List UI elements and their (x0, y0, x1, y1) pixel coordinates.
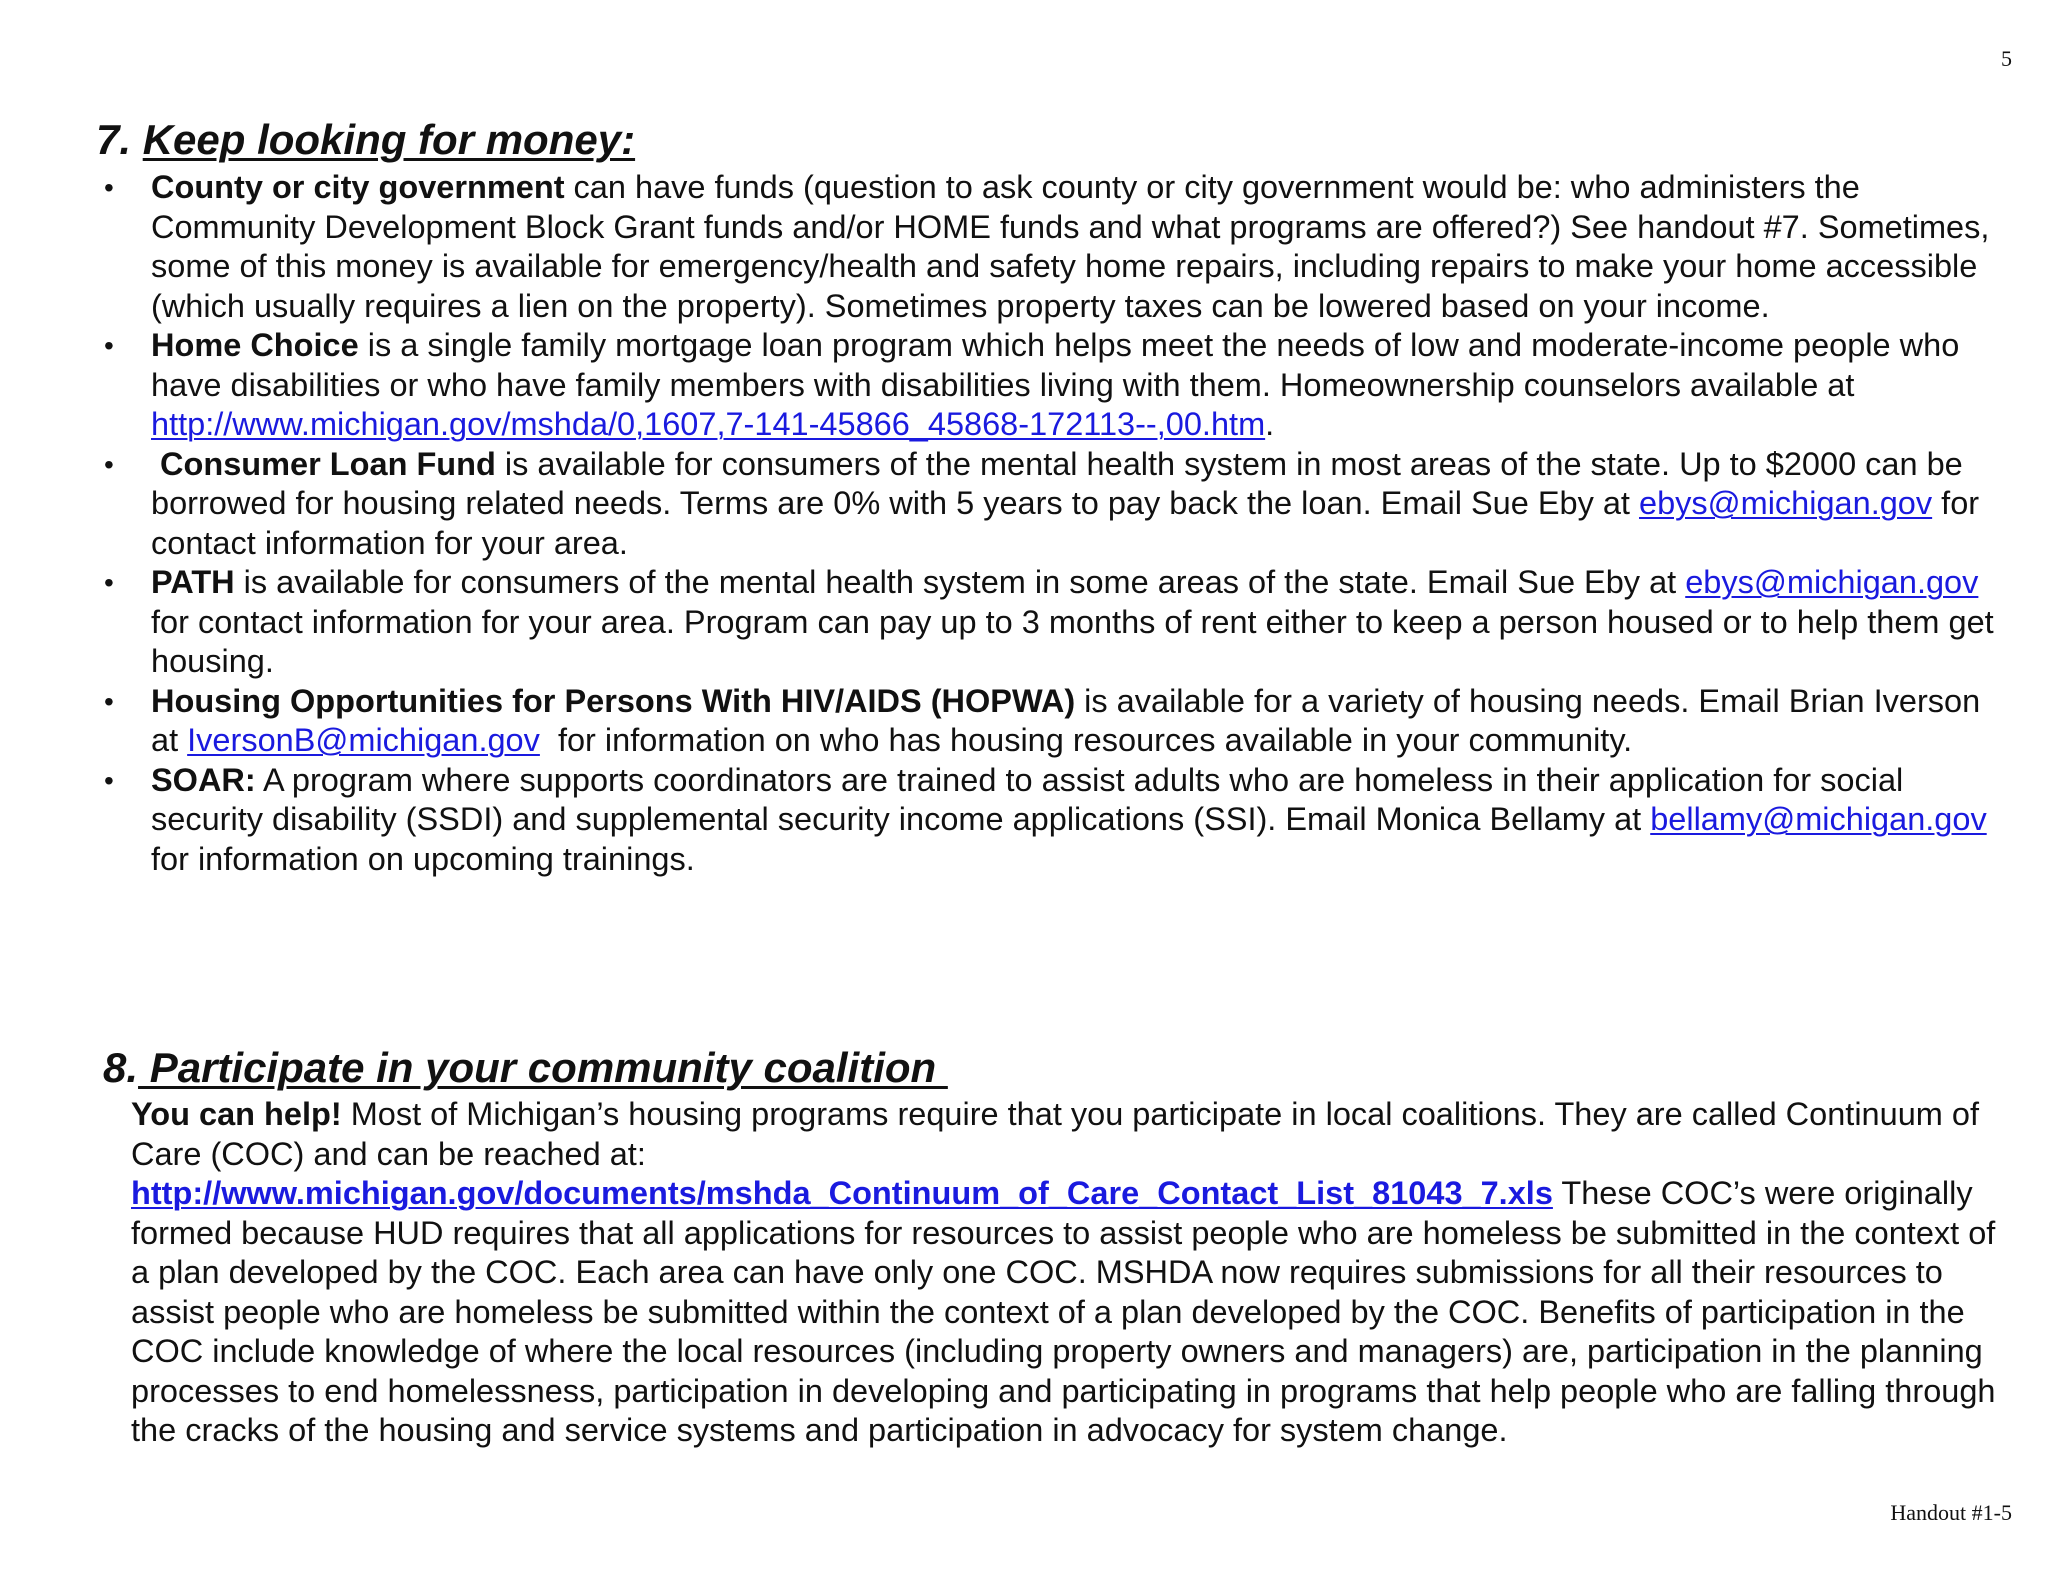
section-7-title: Keep looking for money: (142, 116, 636, 163)
item-lead-space (151, 446, 160, 482)
item-title: Consumer Loan Fund (160, 445, 496, 482)
item-text-after: for contact information for your area. (151, 485, 1980, 561)
bullet-icon: • (104, 685, 114, 717)
item-text-after: for information on who has housing resources available in your community. (539, 722, 1633, 758)
section-8-title: Participate in your community coalition (138, 1044, 948, 1091)
list-item-soar (100, 761, 2010, 880)
item-title: PATH (151, 564, 235, 600)
item-text: is a single family mortgage loan program which helps meet the needs of low and moderate-income people who have disabilities or who have family members with disabilities living with them. Homeownership counselors available at (151, 327, 1969, 403)
email-link-ebys[interactable]: ebys@michigan.gov (1685, 564, 1979, 600)
email-link-iverson[interactable]: IversonB@michigan.gov (187, 722, 540, 758)
bullet-icon: • (104, 764, 114, 796)
page-number: 5 (2001, 46, 2012, 71)
bullet-icon: • (104, 330, 114, 361)
item-title: Housing Opportunities for Persons With HIV/AIDS (HOPWA) (151, 682, 1076, 719)
section-7-heading (96, 117, 635, 163)
paragraph-text: These COC’s were originally formed because HUD requires that all applications for resources to assist people who are homeless be submitted in the context of a plan developed by the COC. Each area can have only one COC. MSHDA now requires submissions for all their resources to assist people who are homeless be submitted within the context of a plan developed by the COC. Benefits of participation in the COC include knowledge of where the local resources (including property owners and managers) are, participation in the planning processes to end homelessness, participation in developing and participating in programs that help people who are falling through the cracks of the housing and service systems and participation in advocacy for system change. (131, 1175, 1996, 1448)
item-title: SOAR: (151, 761, 256, 798)
item-text: is available for consumers of the mental health system in most areas of the state. Up to $2000 can be borrowed for housing related needs. Terms are 0% with 5 years to pay back the loan. Email Sue Eby at (151, 445, 1963, 521)
list-item-home-choice (100, 326, 2010, 445)
item-text: can have funds (question to ask county or city government would be: who administers the Community Development Block Grant funds and/or HOME funds and what programs are offered?) See handout #7. Sometimes, some of this money is available for emergency/health and safety home repairs, including repairs to make your home accessible (which usually requires a lien on the property). Sometimes property taxes can be lowered based on your income. (151, 169, 1990, 324)
item-title: County or city government (151, 169, 565, 205)
bullet-icon: • (104, 567, 114, 598)
section-8-number: 8. (103, 1044, 139, 1091)
home-choice-link[interactable]: http://www.michigan.gov/mshda/0,1607,7-141-45866_45868-172113--,00.htm (151, 406, 1266, 442)
list-item-consumer-loan-fund (100, 445, 2010, 564)
handout-footer: Handout #1-5 (1890, 1500, 2012, 1525)
email-link-ebys[interactable]: ebys@michigan.gov (1639, 485, 1933, 521)
section-8-heading (103, 1045, 948, 1091)
list-item-county-government (100, 168, 2010, 326)
list-item-hopwa (100, 682, 2010, 761)
bullet-icon: • (104, 448, 114, 480)
coc-contact-list-link[interactable]: http://www.michigan.gov/documents/mshda_Continuum_of_Care_Contact_List_81043_7.xls (131, 1175, 1553, 1211)
item-text-after: for information on upcoming trainings. (151, 840, 695, 877)
email-link-bellamy[interactable]: bellamy@michigan.gov (1650, 801, 1987, 837)
item-text: A program where supports coordinators are trained to assist adults who are homeless in their application for social security disability (SSDI) and supplemental security income applications (SSI). Email Monica Bellamy at (151, 761, 1904, 837)
item-text: is available for consumers of the mental health system in some areas of the state. Email Sue Eby at (234, 564, 1686, 600)
section-8-paragraph (131, 1095, 2011, 1451)
funding-sources-list (100, 168, 2010, 879)
bullet-icon: • (104, 172, 114, 203)
intro-bold: You can help! (131, 1096, 342, 1132)
item-text: is available for a variety of housing needs. Email Brian Iverson at (151, 682, 1981, 758)
item-title: Home Choice (151, 327, 359, 363)
list-item-path (100, 563, 2010, 682)
section-7-number: 7. (96, 116, 132, 163)
intro-text: Most of Michigan’s housing programs require that you participate in local coalitions. They are called Continuum of Care (COC) and can be reached at: (131, 1096, 1979, 1172)
item-text-after: . (1265, 406, 1275, 442)
item-text-after: for contact information for your area. Program can pay up to 3 months of rent either to keep a person housed or to help them get housing. (151, 603, 1994, 679)
